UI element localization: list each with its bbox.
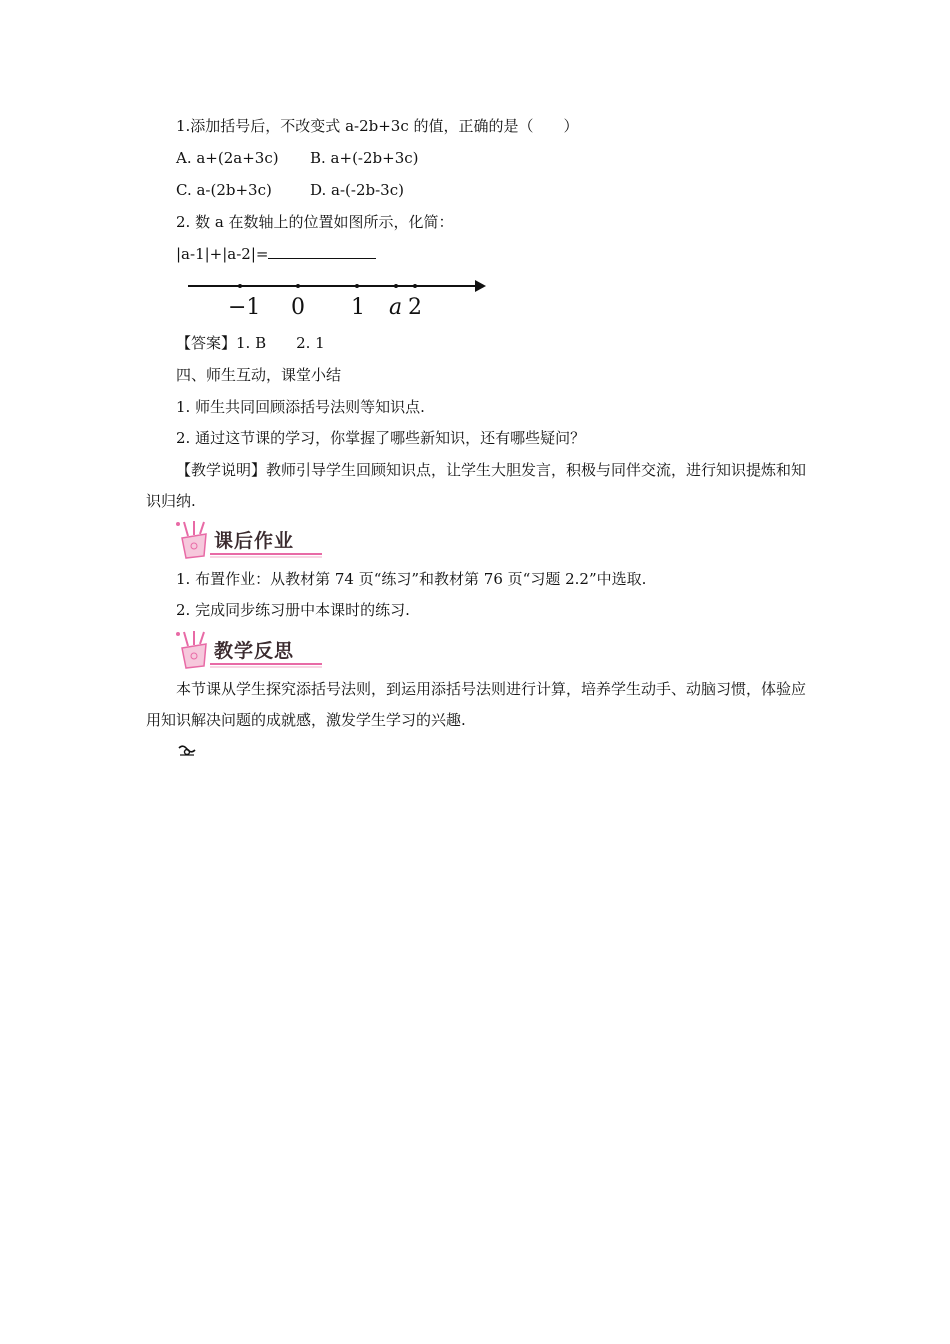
- option-c: C. a-(2b+3c): [176, 181, 272, 199]
- question-1-options-row-2: [176, 180, 404, 200]
- absolute-value-expression: |a-1|+|a-2|=: [176, 245, 269, 263]
- number-line-arrow-icon: [475, 280, 486, 292]
- question-1-options-row-1: [176, 148, 419, 168]
- tick-2: [413, 284, 417, 288]
- tick-a: [394, 284, 398, 288]
- label-1: 1: [351, 295, 365, 320]
- tick-neg1: [238, 284, 242, 288]
- reflection-banner-title: 教学反思: [214, 640, 295, 662]
- label-neg1: −1: [228, 295, 261, 320]
- homework-item-1: 1. 布置作业：从教材第 74 页“练习”和教材第 76 页“习题 2.2”中选取.: [176, 570, 647, 588]
- teaching-note: 【教学说明】教师引导学生回顾知识点，让学生大胆发言，积极与同伴交流，进行知识提炼和知识归纳.: [146, 461, 807, 510]
- question-2-expression: [176, 244, 376, 264]
- answer-blank: [268, 244, 376, 259]
- homework-item-2: 2. 完成同步练习册中本课时的练习.: [176, 601, 410, 619]
- reflection-text: 本节课从学生探究添括号法则，到运用添括号法则进行计算，培养学生动手、动脑习惯，体验应用知识解决问题的成就感，激发学生学习的兴趣.: [146, 680, 807, 729]
- option-d: D. a-(-2b-3c): [310, 181, 404, 199]
- option-b: B. a+(-2b+3c): [310, 149, 419, 167]
- end-mark-icon: [177, 744, 197, 758]
- homework-banner: [172, 520, 332, 560]
- option-a: A. a+(2a+3c): [176, 149, 279, 167]
- section-4-item-2: 2. 通过这节课的学习，你掌握了哪些新知识，还有哪些疑问？: [176, 429, 586, 447]
- label-2: 2: [408, 295, 422, 320]
- section-4-item-1: 1. 师生共同回顾添括号法则等知识点.: [176, 398, 425, 416]
- label-a: a: [389, 295, 403, 320]
- tick-1: [355, 284, 359, 288]
- number-line: [186, 274, 496, 322]
- question-2-stem: 2. 数 a 在数轴上的位置如图所示，化简：: [176, 213, 454, 231]
- tick-0: [296, 284, 300, 288]
- answer-line: 【答案】1. B 2. 1: [176, 334, 325, 352]
- homework-banner-title: 课后作业: [214, 530, 295, 552]
- question-1-stem: 1.添加括号后，不改变式 a-2b+3c 的值，正确的是（ ）: [176, 117, 579, 135]
- label-0: 0: [291, 295, 305, 320]
- section-4-heading: 四、师生互动，课堂小结: [176, 366, 342, 384]
- reflection-banner: [172, 630, 332, 670]
